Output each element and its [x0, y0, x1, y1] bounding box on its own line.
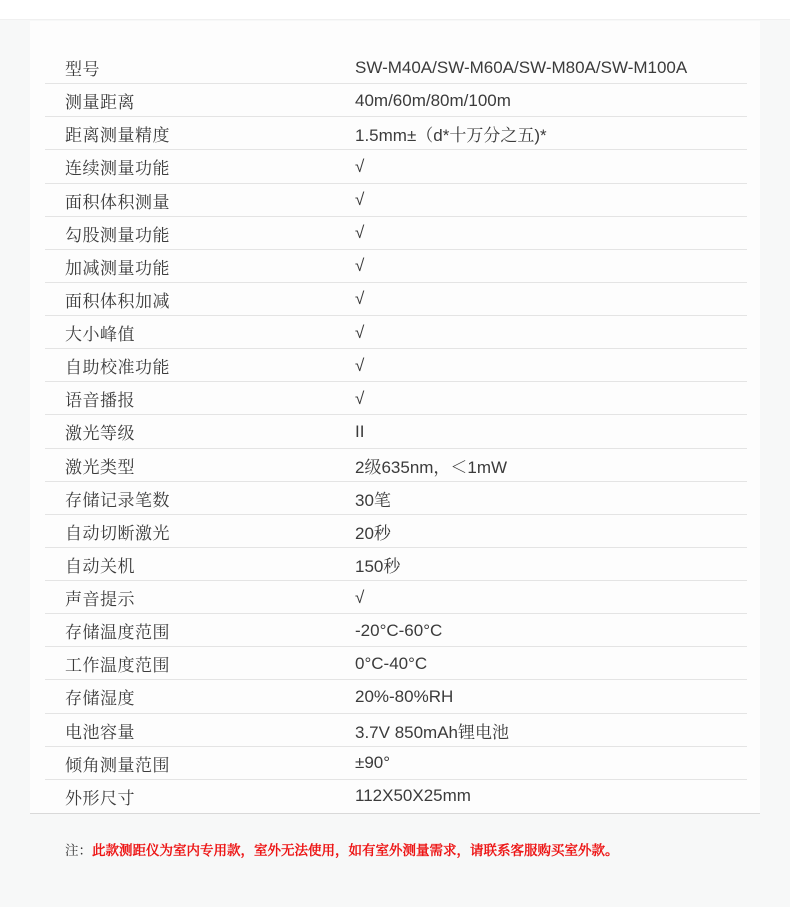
spec-label: 存储记录笔数: [65, 490, 170, 510]
spec-label: 加减测量功能: [65, 258, 170, 278]
spec-label: 勾股测量功能: [65, 225, 170, 245]
spec-row: [30, 316, 760, 349]
spec-row: [30, 150, 760, 183]
spec-label: 自助校准功能: [65, 358, 170, 378]
spec-row: [30, 415, 760, 448]
spec-row: [30, 117, 760, 150]
spec-label: 外形尺寸: [65, 788, 135, 808]
spec-label: 面积体积测量: [65, 192, 170, 212]
spec-label: 电池容量: [65, 722, 135, 742]
spec-row: [30, 84, 760, 117]
spec-label: 连续测量功能: [65, 159, 170, 179]
spec-value: √: [355, 587, 365, 607]
spec-row: [30, 548, 760, 581]
footnote-prefix: 注：: [65, 843, 92, 858]
spec-label: 型号: [65, 60, 100, 80]
spec-value: 20秒: [355, 523, 391, 543]
spec-row: [30, 217, 760, 250]
spec-row: [30, 482, 760, 515]
spec-row: [30, 614, 760, 647]
spec-row: [30, 51, 760, 84]
spec-value: √: [355, 223, 365, 243]
spec-value: 30笔: [355, 490, 391, 510]
spec-value: √: [355, 256, 365, 276]
spec-value: SW-M40A/SW-M60A/SW-M80A/SW-M100A: [355, 57, 688, 77]
spec-value: -20°C-60°C: [355, 620, 443, 640]
spec-value: 3.7V 850mAh锂电池: [355, 722, 510, 742]
spec-section: [0, 19, 790, 907]
spec-label: 语音播报: [65, 391, 135, 411]
footnote: [65, 841, 725, 861]
spec-label: 自动切断激光: [65, 523, 170, 543]
spec-value: √: [355, 355, 365, 375]
footnote-warning-text: 此款测距仪为室内专用款，室外无法使用，如有室外测量需求，请联系客服购买室外款。: [92, 843, 619, 858]
spec-value: √: [355, 156, 365, 176]
spec-row: [30, 250, 760, 283]
spec-label: 倾角测量范围: [65, 755, 170, 775]
spec-value: 112X50X25mm: [355, 786, 471, 806]
spec-value: √: [355, 190, 365, 210]
spec-row: [30, 647, 760, 680]
spec-value: II: [355, 421, 365, 441]
spec-row: [30, 680, 760, 713]
spec-label: 面积体积加减: [65, 291, 170, 311]
spec-row: [30, 780, 760, 813]
spec-value: 40m/60m/80m/100m: [355, 90, 511, 110]
spec-value: √: [355, 289, 365, 309]
spec-value: 150秒: [355, 556, 401, 576]
spec-label: 激光等级: [65, 424, 135, 444]
spec-label: 激光类型: [65, 457, 135, 477]
spec-value: ±90°: [355, 753, 391, 773]
spec-row: [30, 349, 760, 382]
spec-row: [30, 184, 760, 217]
spec-label: 存储湿度: [65, 689, 135, 709]
spec-row: [30, 382, 760, 415]
spec-label: 距离测量精度: [65, 126, 170, 146]
spec-value: 2级635nm，＜1mW: [355, 457, 508, 477]
spec-row: [30, 515, 760, 548]
spec-label: 工作温度范围: [65, 656, 170, 676]
spec-value: 1.5mm±（d*十万分之五)*: [355, 126, 547, 146]
top-white-band: [0, 0, 790, 19]
spec-label: 测量距离: [65, 93, 135, 113]
spec-value: 0°C-40°C: [355, 653, 428, 673]
spec-value: √: [355, 322, 365, 342]
spec-row: [30, 449, 760, 482]
spec-label: 大小峰值: [65, 325, 135, 345]
spec-row: [30, 714, 760, 747]
spec-row: [30, 747, 760, 780]
spec-row: [30, 283, 760, 316]
spec-table: [30, 21, 760, 814]
spec-label: 声音提示: [65, 590, 135, 610]
spec-value: √: [355, 388, 365, 408]
spec-row: [30, 581, 760, 614]
spec-value: 20%-80%RH: [355, 686, 454, 706]
spec-label: 自动关机: [65, 556, 135, 576]
spec-label: 存储温度范围: [65, 623, 170, 643]
